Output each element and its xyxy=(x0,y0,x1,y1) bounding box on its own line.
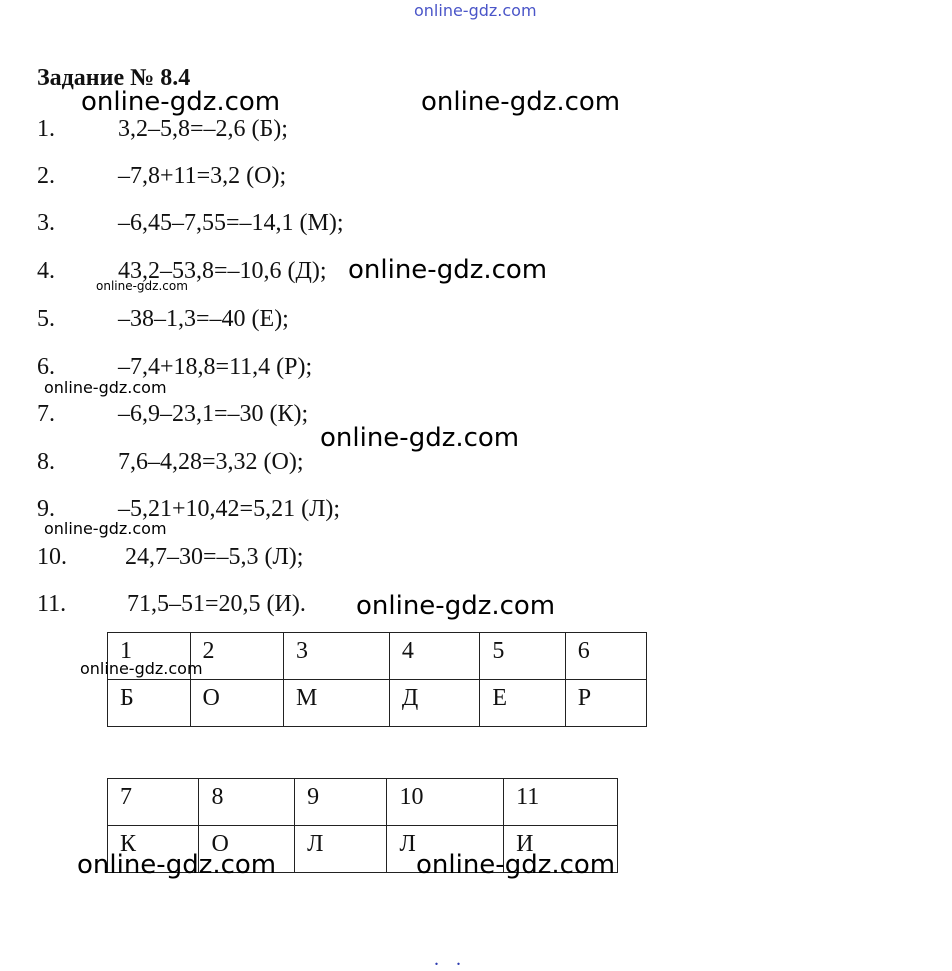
item-number: 3. xyxy=(37,210,55,236)
watermark: online-gdz.com xyxy=(44,378,167,397)
item-expression: –7,8+11=3,2 (О); xyxy=(118,163,287,189)
watermark: online-gdz.com xyxy=(80,659,203,678)
item-number: 1. xyxy=(37,116,55,142)
item-number: 6. xyxy=(37,354,55,380)
table-cell-number: 4 xyxy=(389,633,480,680)
table-cell-letter: О xyxy=(190,680,284,727)
table-cell-letter: К xyxy=(108,826,199,873)
item-expression: 71,5–51=20,5 (И). xyxy=(127,591,306,617)
solution-item xyxy=(37,545,303,569)
item-expression: 24,7–30=–5,3 (Л); xyxy=(125,544,304,570)
watermark-top: online-gdz.com xyxy=(414,1,537,20)
item-number: 7. xyxy=(37,401,55,427)
solution-item xyxy=(37,402,308,426)
table-cell-number: 3 xyxy=(284,633,390,680)
item-expression: –6,45–7,55=–14,1 (М); xyxy=(118,210,344,236)
table-cell-letter: И xyxy=(504,826,618,873)
table-cell-number: 8 xyxy=(199,779,295,826)
solution-item xyxy=(37,497,340,521)
item-expression: –7,4+18,8=11,4 (Р); xyxy=(118,354,313,380)
table-cell-letter: М xyxy=(284,680,390,727)
footer-dots: . . xyxy=(434,948,467,970)
table-cell-number: 2 xyxy=(190,633,284,680)
task-title: Задание № 8.4 xyxy=(37,65,191,91)
table-cell-letter: Е xyxy=(480,680,565,727)
watermark: online-gdz.com xyxy=(320,423,520,453)
table-cell-letter: Р xyxy=(565,680,646,727)
watermark: online-gdz.com xyxy=(416,850,616,880)
table-cell-number: 9 xyxy=(295,779,387,826)
table-cell-letter: Д xyxy=(389,680,480,727)
solution-item xyxy=(37,211,344,235)
item-number: 9. xyxy=(37,496,55,522)
table-cell-number: 5 xyxy=(480,633,565,680)
item-number: 2. xyxy=(37,163,55,189)
item-number: 11. xyxy=(37,591,67,617)
solution-item xyxy=(37,164,286,188)
solution-item xyxy=(37,355,312,379)
table-cell-letter: О xyxy=(199,826,295,873)
watermark: online-gdz.com xyxy=(77,850,277,880)
item-expression: 43,2–53,8=–10,6 (Д); xyxy=(118,258,327,284)
watermark: online-gdz.com xyxy=(348,255,548,285)
watermark: online-gdz.com xyxy=(81,87,281,117)
answer-table-1 xyxy=(107,632,647,727)
table-cell-letter: Л xyxy=(295,826,387,873)
solution-item xyxy=(37,307,289,331)
solution-item xyxy=(37,592,306,616)
item-expression: 7,6–4,28=3,32 (О); xyxy=(118,449,304,475)
table-cell-number: 11 xyxy=(504,779,618,826)
item-number: 8. xyxy=(37,449,55,475)
item-expression: –5,21+10,42=5,21 (Л); xyxy=(118,496,340,522)
table-cell-number: 7 xyxy=(108,779,199,826)
item-expression: –6,9–23,1=–30 (К); xyxy=(118,401,309,427)
table-cell-letter: Б xyxy=(108,680,191,727)
watermark: online-gdz.com xyxy=(44,519,167,538)
item-expression: –38–1,3=–40 (Е); xyxy=(118,306,289,332)
table-cell-number: 6 xyxy=(565,633,646,680)
watermark: online-gdz.com xyxy=(96,279,188,293)
watermark: online-gdz.com xyxy=(356,591,556,621)
solution-item xyxy=(37,117,288,141)
table-cell-letter: Л xyxy=(387,826,504,873)
table-cell-number: 10 xyxy=(387,779,504,826)
item-expression: 3,2–5,8=–2,6 (Б); xyxy=(118,116,288,142)
watermark: online-gdz.com xyxy=(421,87,621,117)
table-cell-number: 1 xyxy=(108,633,191,680)
item-number: 5. xyxy=(37,306,55,332)
item-number: 10. xyxy=(37,544,67,570)
solution-item xyxy=(37,450,304,474)
item-number: 4. xyxy=(37,258,55,284)
